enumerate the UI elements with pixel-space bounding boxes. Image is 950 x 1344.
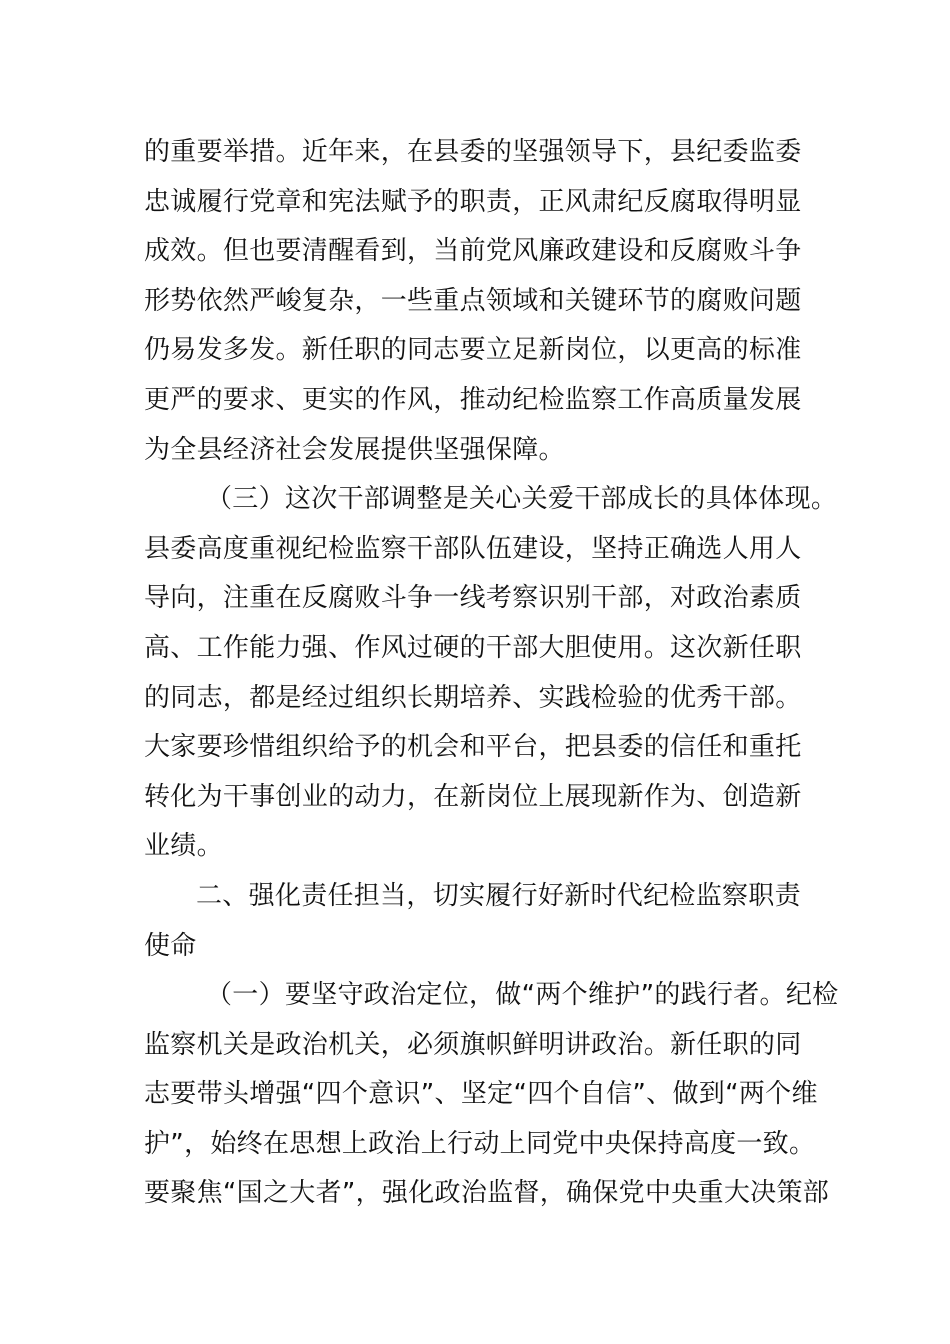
text-line: 仍易发多发。新任职的同志要立足新岗位，以更高的标准 (144, 335, 802, 366)
text-line: 的重要举措。近年来，在县委的坚强领导下，县纪委监委 (144, 137, 802, 167)
text-line: 忠诚履行党章和宪法赋予的职责，正风肃纪反腐取得明显 (144, 186, 802, 217)
document-body (144, 128, 839, 1219)
text-line: 更严的要求、更实的作风，推动纪检监察工作高质量发展 (144, 384, 802, 415)
text-line: 导向，注重在反腐败斗争一线考察识别干部，对政治素质 (144, 583, 802, 614)
text-line: 形势依然严峻复杂，一些重点领域和关键环节的腐败问题 (144, 285, 802, 316)
text-line: 的同志，都是经过组织长期培养、实践检验的优秀干部。 (144, 682, 802, 713)
text-line: 护”，始终在思想上政治上行动上同党中央保持高度一致。 (144, 1128, 816, 1159)
text-line: 志要带头增强“四个意识”、坚定“四个自信”、做到“两个维 (144, 1079, 818, 1110)
text-line: 高、工作能力强、作风过硬的干部大胆使用。这次新任职 (144, 632, 802, 663)
text-line: 要聚焦“国之大者”，强化政治监督，确保党中央重大决策部 (144, 1178, 830, 1209)
section-heading-line: 使命 (144, 930, 197, 961)
paragraph-start-line: （三）这次干部调整是关心关爱干部成长的具体体现。 (206, 484, 838, 515)
text-line: 为全县经济社会发展提供坚强保障。 (144, 434, 565, 465)
text-line: 转化为干事创业的动力，在新岗位上展现新作为、创造新 (144, 781, 802, 812)
text-line: 大家要珍惜组织给予的机会和平台，把县委的信任和重托 (144, 732, 802, 763)
text-line: 监察机关是政治机关，必须旗帜鲜明讲政治。新任职的同 (144, 1029, 802, 1060)
paragraph-start-line: （一）要坚守政治定位，做“两个维护”的践行者。纪检 (206, 980, 839, 1011)
text-line: 成效。但也要清醒看到，当前党风廉政建设和反腐败斗争 (144, 236, 802, 267)
section-heading-line: 二、强化责任担当，切实履行好新时代纪检监察职责 (196, 880, 801, 911)
text-line: 县委高度重视纪检监察干部队伍建设，坚持正确选人用人 (144, 533, 802, 564)
text-line: 业绩。 (144, 831, 223, 862)
